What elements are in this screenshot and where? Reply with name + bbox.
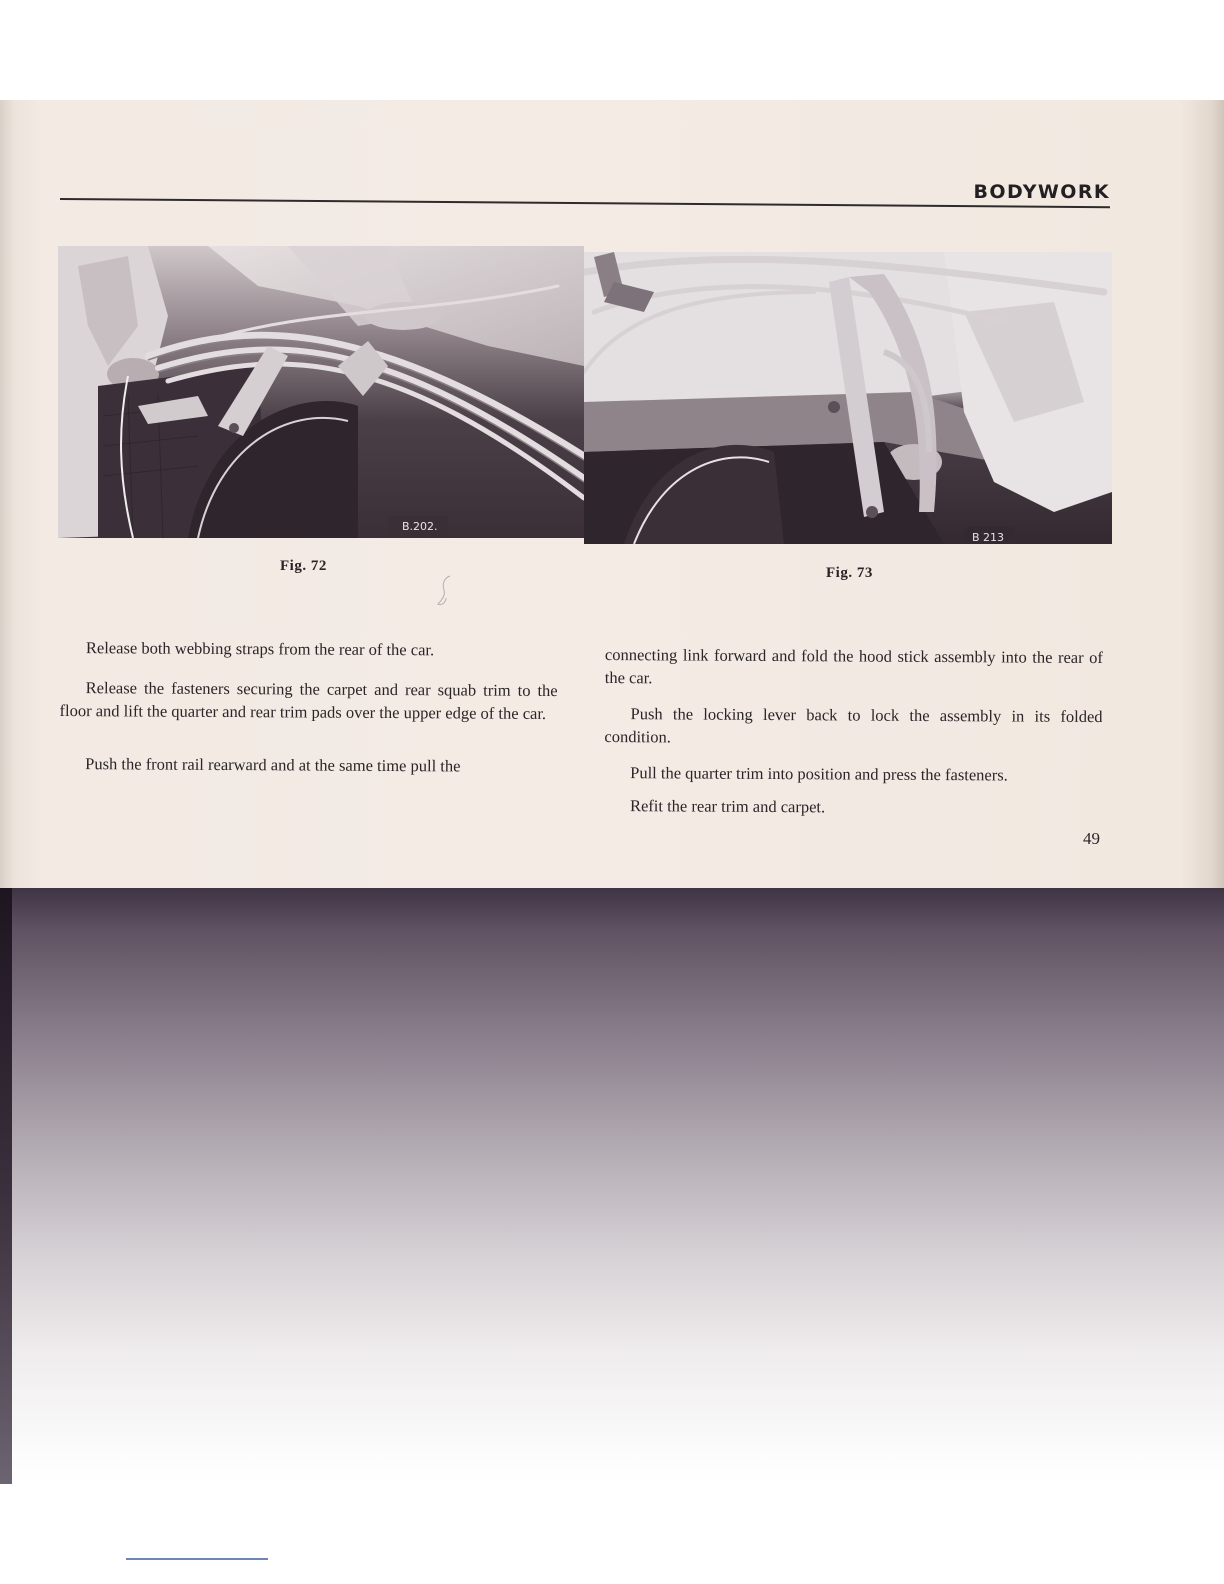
paragraph: Push the locking lever back to lock the assembly in its folded condition. (604, 704, 1103, 747)
right-text-column (604, 643, 1103, 820)
paragraph: Release both webbing straps from the rear of the car. (85, 638, 435, 660)
figure-73-plate-label: B 213 (972, 531, 1005, 544)
bottom-blue-rule (126, 1558, 268, 1560)
page-number: 49 (1083, 829, 1100, 848)
pencil-mark-icon (434, 574, 458, 608)
paragraph: Refit the rear trim and carpet. (629, 796, 826, 817)
paragraph: Release the fasteners securing the carpet and rear squab trim to the floor and lift the quarter and rear trim pads over the upper edge of the car. (59, 678, 558, 723)
figure-73-photo (584, 252, 1112, 544)
paragraph: Pull the quarter trim into position and press the fasteners. (630, 763, 1008, 785)
dark-backdrop (0, 888, 1224, 1484)
figure-72-plate-label: B.202. (402, 520, 438, 533)
backdrop-edge-shadow (0, 888, 12, 1484)
section-title: BODYWORK (973, 181, 1110, 203)
figure-72-caption: Fig. 72 (280, 558, 327, 574)
figure-72-photo (58, 246, 584, 538)
left-text-column (59, 636, 558, 778)
paragraph: connecting link forward and fold the hood stick assembly into the rear of the car. (604, 644, 1103, 688)
figure-73-caption: Fig. 73 (826, 565, 873, 581)
paragraph: Push the front rail rearward and at the same time pull the (85, 754, 461, 776)
